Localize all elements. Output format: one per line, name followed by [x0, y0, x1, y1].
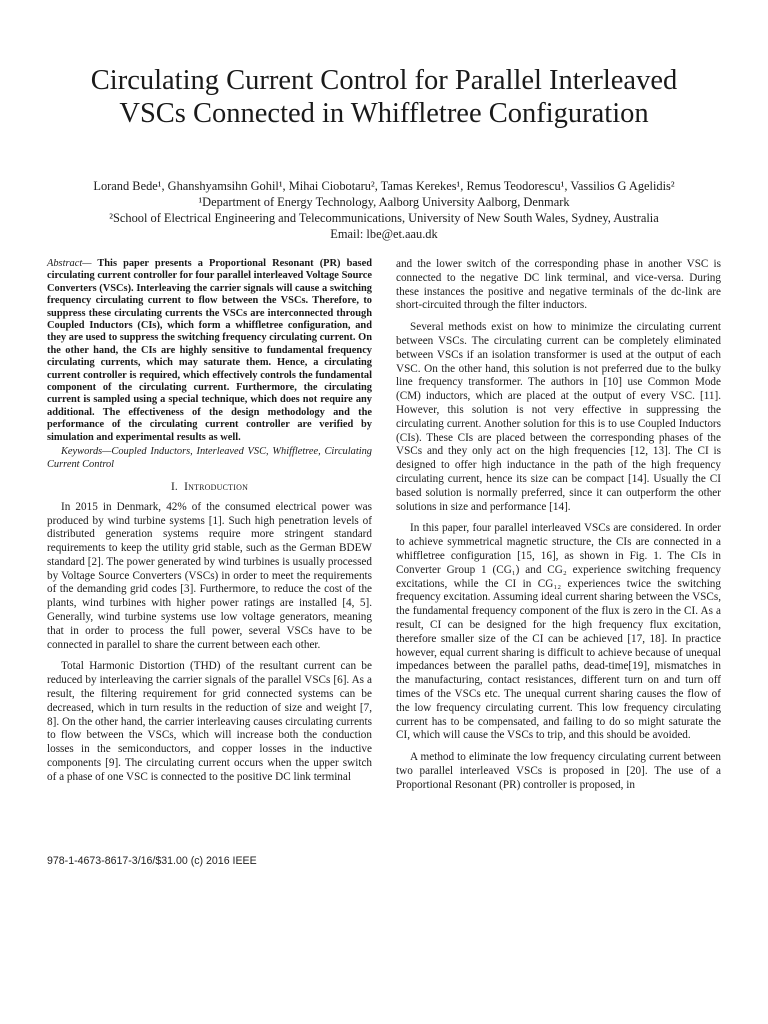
body-paragraph: A method to eliminate the low frequency circulating current between two parallel interleaved VSCs is proposed in [20]. The use of a Proportional Resonant (PR) controller is proposed, in: [396, 751, 721, 791]
section-number: I.: [170, 480, 178, 493]
author-list: Lorand Bede¹, Ghanshyamsihn Gohil¹, Mihai Ciobotaru², Tamas Kerekes¹, Remus Teodorescu¹, Vassilios G Agelidis²: [93, 179, 675, 193]
affiliation-1: ¹Department of Energy Technology, Aalborg University Aalborg, Denmark: [198, 195, 570, 209]
abstract-label: Abstract—: [47, 258, 92, 269]
paper-title: [40, 64, 728, 130]
abstract: [47, 258, 372, 444]
left-column: [47, 258, 372, 793]
body-paragraph: Several methods exist on how to minimize the circulating current between VSCs. The circulating current can be completely eliminated between VSCs if an isolation transformer is used at the output of each VSC. On the other hand, this solution is not preferred due to the bulky line frequency transformer. The authors in [10] use Common Mode (CM) inductors, which are placed at the output of every VSC. [11]. However, this solution is not very effective in suppressing the circulating current. Another solution for this is to use Coupled Inductors (CIs). These CIs are placed between the corresponding phases of the VSCs and they only act on the high frequencies [12, 13]. The CI is designed to offer high inductance in the path of the high frequency circulating current, hence its size can be compact [14]. Usually the CI based solution is normally preferred, since it can outperform the other solutions in size and performance [14].: [396, 321, 721, 513]
body-paragraph: In 2015 in Denmark, 42% of the consumed electrical power was produced by wind turbine systems [1]. Such high penetration levels of distributed generation systems require more stringent standard requirements to keep the utility grid stable, such as the German BDEW standard [2]. The power generated by wind turbines is usually processed by Voltage Source Converters (VSCs) in order to meet the requirements of the demanding grid codes [3]. Furthermore, to reduce the cost of the plants, wind turbines with higher power ratings are installed [4, 5]. Generally, wind turbine systems use low voltage generators, meaning that in order to process the full power, several VSCs have to be connected in parallel to share the current between each other.: [47, 500, 372, 651]
body-paragraph: and the lower switch of the corresponding phase in another VSC is connected to the negative DC link terminal, and vice-versa. During these instances the positive and negative terminals of the dc-link are short-circuited through the filter inductors.: [396, 258, 721, 312]
body-paragraph: In this paper, four parallel interleaved VSCs are considered. In order to achieve symmetrical magnetic structure, the CIs are connected in a whiffletree configuration [15, 16], as shown in Fig. 1. The CIs in Converter Group 1 (CG₁) and CG₂ experience switching frequency excitations, while the CI in CG₁₂ experiences twice the switching frequency excitation. Assuming ideal current sharing between the VSCs, the fundamental frequency component of the flux is zero in the CI. As a result, CI can be designed for the high frequency flux excitation, therefore smaller size of the CI can be achieved [17, 18]. In practice however, equal current sharing is difficult to achieve because of unequal impedances between the parallel paths, dead-time[19], mismatches in the manufacturing, contact resistances, different turn on and turn off times of the VSCs etc. The unequal current sharing causes the flow of the low frequency circulating current. This low frequency circulating current has to be compensated, and failing to do so might saturate the CI, which will cause the VSCs to trip, and this should be avoided.: [396, 522, 721, 742]
affiliation-2: ²School of Electrical Engineering and Telecommunications, University of New South Wales, Sydney, Australia: [109, 211, 659, 225]
title-line-1: Circulating Current Control for Parallel Interleaved: [90, 65, 678, 96]
contact-email: Email: lbe@et.aau.dk: [330, 227, 438, 241]
copyright-notice: 978-1-4673-8617-3/16/$31.00 (c) 2016 IEEE: [47, 855, 257, 867]
right-column: [396, 258, 721, 800]
section-title: Introduction: [184, 480, 249, 493]
title-line-2: VSCs Connected in Whiffletree Configuration: [119, 98, 649, 129]
abstract-text: This paper presents a Proportional Resonant (PR) based circulating current controller for four parallel interleaved Voltage Source Converters (VSCs). Interleaving the carrier signals will cause a switching frequency circulating current to flow between the VSCs. Therefore, to suppress these circulating currents the VSCs are interconnected through Coupled Inductors (CIs), which form a whiffletree configuration, and they are used to suppress the switching frequency circulating current. On the other hand, the CIs are highly sensitive to fundamental frequency circulating currents, which may saturate them. Hence, a circulating current controller is required, which effectively controls the fundamental component of the circulating current. Furthermore, the circulating current is sampled using a special technique, which does not require any additional. The effectiveness of the design methodology and the performance of the circulating current controller are verified by simulation and experimental results as well.: [47, 258, 372, 443]
author-block: [30, 178, 738, 242]
keywords: Keywords—Coupled Inductors, Interleaved VSC, Whiffletree, Circulating Current Control: [47, 446, 372, 470]
body-paragraph: Total Harmonic Distortion (THD) of the resultant current can be reduced by interleaving the carrier signals of the parallel VSCs [6]. As a result, the filtering requirement for grid connected systems can be decreased, which in turn results in the reduction of size and weight [7, 8]. On the other hand, the carrier interleaving causes circulating currents to flow between the VSCs, which will increase both the conduction losses in the semiconductors, and copper losses in the inductive components [9]. The circulating current occurs when the upper switch of a phase of one VSC is connected to the positive DC link terminal: [47, 660, 372, 783]
section-heading-introduction: [47, 481, 372, 495]
